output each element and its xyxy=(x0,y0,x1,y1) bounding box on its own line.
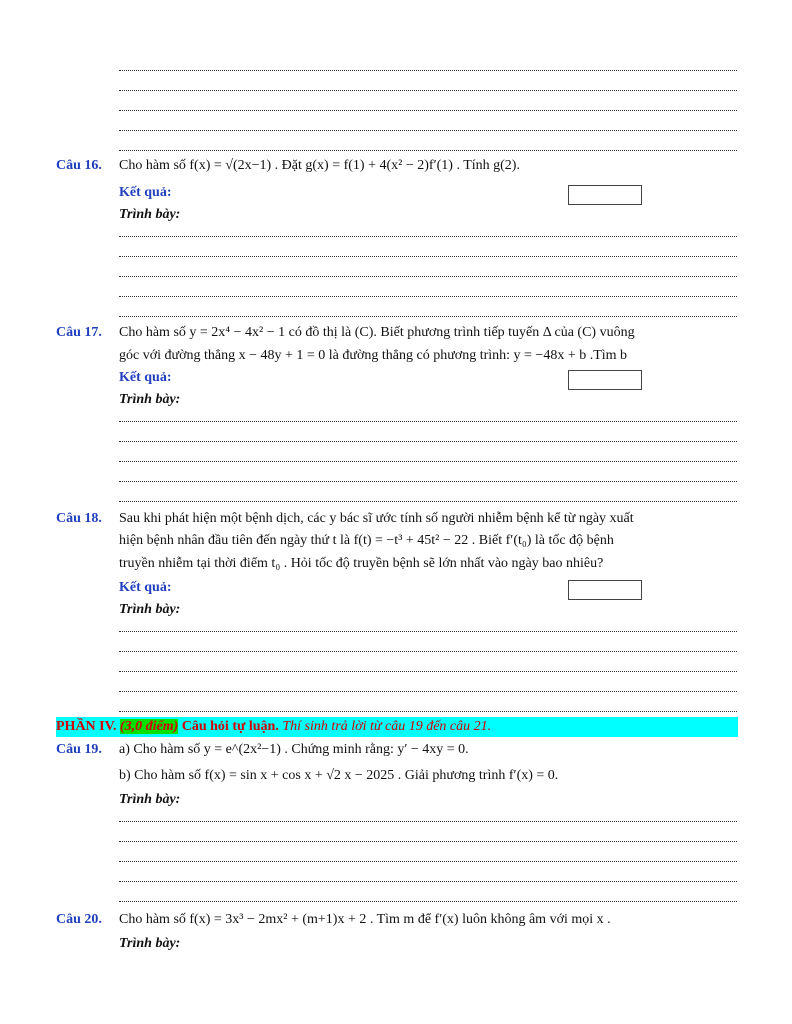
answer-line xyxy=(119,699,737,712)
question-19-label: Câu 19. xyxy=(56,742,102,757)
answer-line xyxy=(119,849,737,862)
question-16-text: Cho hàm số f(x) = √(2x−1) . Đặt g(x) = f(1) + 4(x² − 2)f′(1) . Tính g(2). xyxy=(119,158,520,173)
question-20-text: Cho hàm số f(x) = 3x³ − 2mx² + (m+1)x + 2 . Tìm m để f′(x) luôn không âm với mọi x . xyxy=(119,912,611,927)
answer-line xyxy=(119,619,737,632)
answer-line xyxy=(119,118,737,131)
question-16-work-label: Trình bày: xyxy=(119,207,181,222)
answer-line xyxy=(119,98,737,111)
question-18-line-3: truyền nhiễm tại thời điểm t₀ . Hỏi tốc độ truyền bệnh sẽ lớn nhất vào ngày bao nhiêu? xyxy=(119,556,604,571)
question-19-work-label: Trình bày: xyxy=(119,792,181,807)
question-19-part-a: a) Cho hàm số y = e^(2x²−1) . Chứng minh rằng: y′ − 4xy = 0. xyxy=(119,742,469,757)
question-16-answer-box[interactable] xyxy=(568,185,642,205)
question-17-answer-box[interactable] xyxy=(568,370,642,390)
question-17-line-2: góc với đường thẳng x − 48y + 1 = 0 là đường thẳng có phương trình: y = −48x + b .Tìm b xyxy=(119,348,628,363)
question-17-label: Câu 17. xyxy=(56,325,102,340)
answer-line xyxy=(119,304,737,317)
answer-line xyxy=(119,284,737,297)
answer-line xyxy=(119,829,737,842)
answer-line xyxy=(119,138,737,151)
question-20-label: Câu 20. xyxy=(56,912,102,927)
question-18-label: Câu 18. xyxy=(56,511,102,526)
question-16-result-label: Kết quả: xyxy=(119,185,172,200)
answer-line xyxy=(119,224,737,237)
section-4-title: PHẦN IV. xyxy=(56,719,117,734)
question-17-work-label: Trình bày: xyxy=(119,392,181,407)
section-4-banner xyxy=(56,717,738,737)
section-4-heading: Câu hỏi tự luận. xyxy=(181,719,279,734)
answer-line xyxy=(119,429,737,442)
answer-line xyxy=(119,409,737,422)
question-18-answer-box[interactable] xyxy=(568,580,642,600)
answer-line xyxy=(119,869,737,882)
answer-line xyxy=(119,78,737,91)
question-18-result-label: Kết quả: xyxy=(119,580,172,595)
answer-line xyxy=(119,449,737,462)
question-17-line-1: Cho hàm số y = 2x⁴ − 4x² − 1 có đồ thị là (C). Biết phương trình tiếp tuyến Δ của (C) vuông xyxy=(119,325,635,340)
question-18-line-1: Sau khi phát hiện một bệnh dịch, các y bác sĩ ước tính số người nhiễm bệnh kể từ ngày xuất xyxy=(119,511,634,526)
answer-line xyxy=(119,889,737,902)
answer-line xyxy=(119,679,737,692)
question-17-result-label: Kết quả: xyxy=(119,370,172,385)
answer-line xyxy=(119,58,737,71)
answer-line xyxy=(119,809,737,822)
question-19-part-b: b) Cho hàm số f(x) = sin x + cos x + √2 x − 2025 . Giải phương trình f′(x) = 0. xyxy=(119,768,559,783)
question-18-work-label: Trình bày: xyxy=(119,602,181,617)
answer-line xyxy=(119,489,737,502)
answer-line xyxy=(119,659,737,672)
answer-line xyxy=(119,244,737,257)
section-4-points: (3,0 điểm) xyxy=(119,719,179,734)
answer-line xyxy=(119,264,737,277)
answer-line xyxy=(119,639,737,652)
section-4-note: Thí sinh trả lời từ câu 19 đến câu 21. xyxy=(282,719,492,734)
question-20-work-label: Trình bày: xyxy=(119,936,181,951)
question-16-label: Câu 16. xyxy=(56,158,102,173)
question-18-line-2: hiện bệnh nhân đầu tiên đến ngày thứ t là f(t) = −t³ + 45t² − 22 . Biết f′(t₀) là tốc độ bệnh xyxy=(119,533,614,548)
answer-line xyxy=(119,469,737,482)
